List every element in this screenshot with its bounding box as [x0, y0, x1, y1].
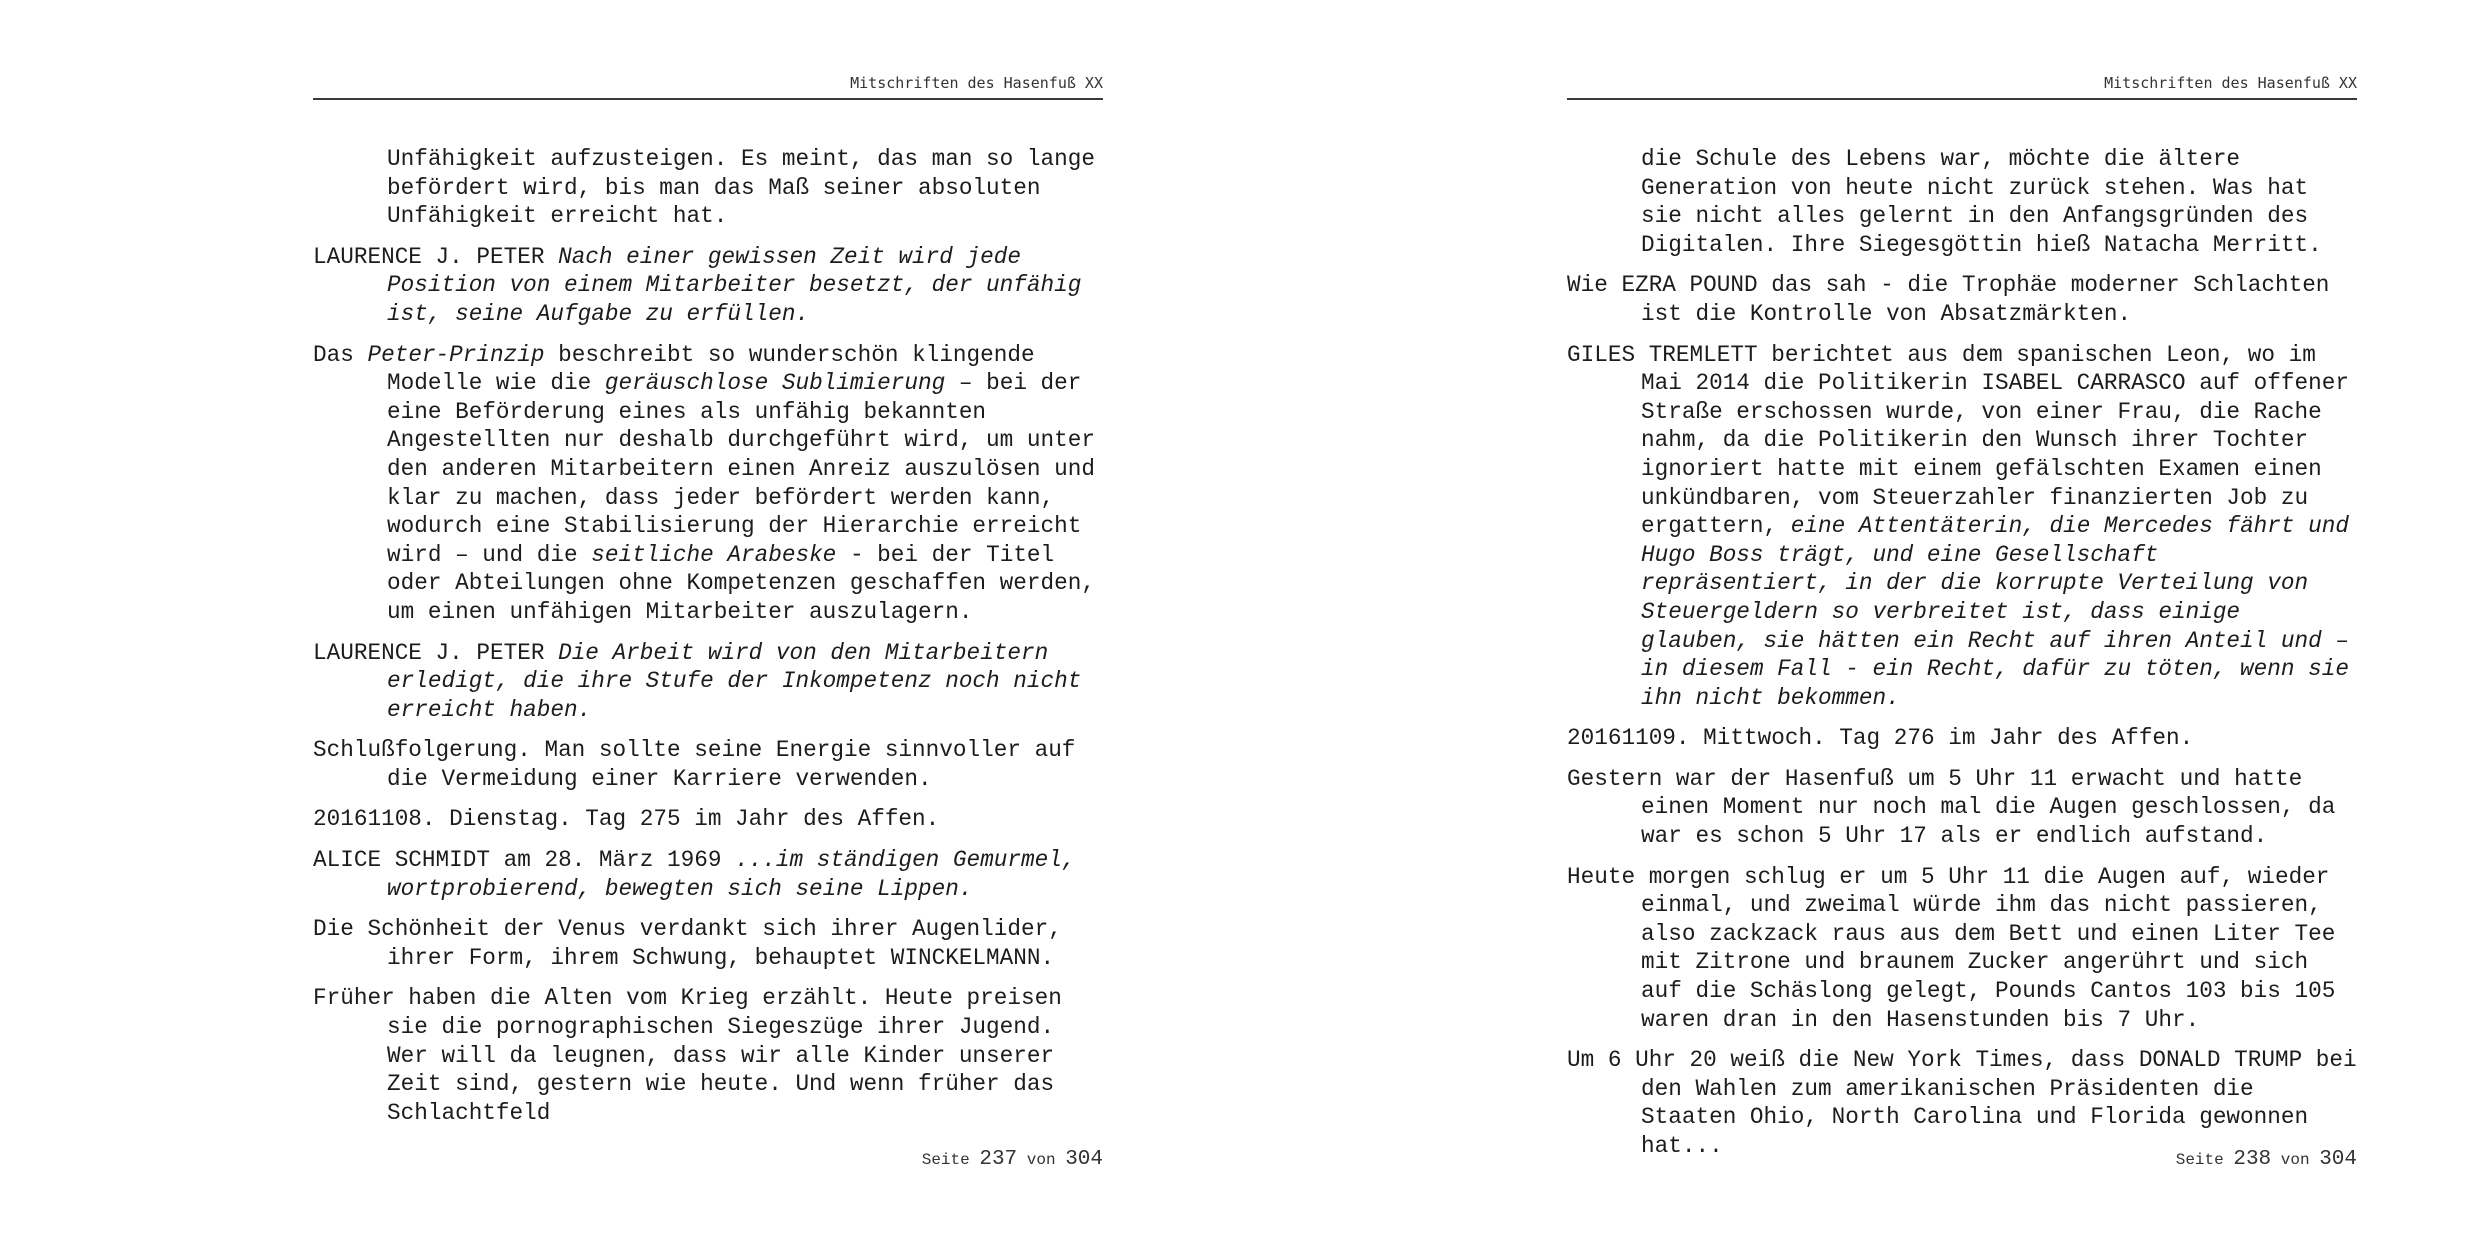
paragraph: [313, 984, 1103, 1127]
paragraph-text: die Schule des Lebens war, möchte die ältere Generation von heute nicht zurück stehen. Was hat sie nicht alles gelernt in den Anfangsgründen des Digitalen. Ihre Siegesgöttin hieß Natacha Merritt.: [1641, 146, 2322, 258]
author-name: ALICE SCHMIDT am 28. März 1969: [313, 847, 722, 874]
text-span: GILES TREMLETT berichtet aus dem spanischen Leon, wo im Mai 2014 die Politikerin ISABEL CARRASCO auf offener Straße erschossen wurde, von einer Frau, die Rache nahm, da die Politikerin den Wunsch ihrer Tochter ignoriert hatte mit einem gefälschten Examen einen unkündbaren, vom Steuerzahler finanzierten Job zu ergattern,: [1567, 341, 2349, 540]
text-span: beschreibt so wunderschön klingende Modelle wie die: [387, 341, 1035, 397]
page-number: 237: [979, 1148, 1018, 1171]
paragraph-text: 20161109. Mittwoch. Tag 276 im Jahr des Affen.: [1567, 725, 2194, 752]
quote-paragraph: [313, 846, 1103, 903]
paragraph-text: Gestern war der Hasenfuß um 5 Uhr 11 erwacht und hatte einen Moment nur noch mal die Augen geschlossen, da war es schon 5 Uhr 17 als er endlich aufstand.: [1567, 765, 2336, 850]
emphasis-text: geräuschlose Sublimierung: [604, 370, 946, 397]
paragraph-text: Schlußfolgerung. Man sollte seine Energie sinnvoller auf die Vermeidung einer Karriere verwenden.: [313, 737, 1076, 792]
diary-date: [313, 805, 1103, 834]
paragraph: [1567, 341, 2357, 713]
page-body: [313, 145, 1103, 1139]
paragraph-text: Um 6 Uhr 20 weiß die New York Times, dass DONALD TRUMP bei den Wahlen zum amerikanischen Präsidenten die Staaten Ohio, North Carolina und Florida gewonnen hat...: [1567, 1047, 2357, 1159]
page-number: 238: [2233, 1148, 2272, 1171]
paragraph-text: Unfähigkeit aufzusteigen. Es meint, das man so lange befördert wird, bis man das Maß seiner absoluten Unfähigkeit erreicht hat.: [387, 146, 1095, 230]
footer-von: von: [1026, 1151, 1056, 1169]
quote-text: ...im ständigen Gemurmel, wortprobierend, bewegten sich seine Lippen.: [387, 847, 1076, 902]
paragraph-text: 20161108. Dienstag. Tag 275 im Jahr des Affen.: [313, 806, 940, 833]
paragraph: [1567, 863, 2357, 1035]
quote-text: eine Attentäterin, die Mercedes fährt und Hugo Boss trägt, und eine Gesellschaft repräsentiert, in der die korrupte Verteilung von Steuergeldern so verbreitet ist, dass einige glauben, sie hätten ein Recht auf ihren Anteil und – in diesem Fall - ein Recht, dafür zu töten, wenn sie ihn nicht bekommen.: [1641, 513, 2349, 711]
author-name: LAURENCE J. PETER: [313, 639, 545, 666]
running-head: Mitschriften des Hasenfuß XX: [850, 74, 1103, 92]
text-span: – bei der eine Beförderung eines als unfähig bekannten Angestellten nur deshalb durchgeführt wird, um unter den anderen Mitarbeitern einen Anreiz auszulösen und klar zu machen, dass jeder befördert werden kann, wodurch eine Stabilisierung der Hierarchie erreicht wird – und die: [387, 370, 1095, 568]
author-name: LAURENCE J. PETER: [313, 243, 545, 270]
paragraph: [313, 341, 1103, 627]
emphasis-text: Peter-Prinzip: [367, 341, 545, 368]
text-span: Das: [313, 341, 354, 368]
quote-paragraph: [313, 243, 1103, 329]
paragraph: [1567, 145, 2357, 259]
footer-seite: Seite: [921, 1151, 970, 1169]
paragraph: [313, 736, 1103, 793]
quote-text: Die Arbeit wird von den Mitarbeitern erledigt, die ihre Stufe der Inkompetenz noch nicht erreicht haben.: [387, 639, 1082, 723]
paragraph-text: Die Schönheit der Venus verdankt sich ihrer Augenlider, ihrer Form, ihrem Schwung, behauptet WINCKELMANN.: [313, 916, 1062, 971]
text-span: - bei der Titel oder Abteilungen ohne Kompetenzen geschaffen werden, um einen unfähigen Mitarbeiter auszulagern.: [387, 541, 1095, 625]
quote-paragraph: [313, 639, 1103, 725]
page-footer: [922, 1148, 1103, 1171]
header-rule: [313, 98, 1103, 100]
paragraph: [313, 145, 1103, 231]
footer-seite: Seite: [2175, 1151, 2224, 1169]
running-head: Mitschriften des Hasenfuß XX: [2104, 74, 2357, 92]
paragraph: [313, 915, 1103, 972]
paragraph: [1567, 271, 2357, 328]
paragraph: [1567, 1046, 2357, 1160]
page-body: [1567, 145, 2357, 1173]
emphasis-text: seitliche Arabeske: [591, 541, 837, 568]
page-total: 304: [1065, 1148, 1103, 1171]
page-footer: [2176, 1148, 2357, 1171]
left-page: [313, 0, 1103, 1240]
paragraph-text: Wie EZRA POUND das sah - die Trophäe moderner Schlachten ist die Kontrolle von Absatzmärkten.: [1567, 272, 2330, 327]
page-total: 304: [2319, 1148, 2357, 1171]
paragraph: [1567, 765, 2357, 851]
paragraph-text: Früher haben die Alten vom Krieg erzählt. Heute preisen sie die pornographischen Siegeszüge ihrer Jugend. Wer will da leugnen, dass wir alle Kinder unserer Zeit sind, gestern wie heute. Und wenn früher das Schlachtfeld: [313, 985, 1062, 1126]
footer-von: von: [2280, 1151, 2310, 1169]
paragraph-text: Heute morgen schlug er um 5 Uhr 11 die Augen auf, wieder einmal, und zweimal würde ihm das nicht passieren, also zackzack raus aus dem Bett und einen Liter Tee mit Zitrone und braunem Zucker angerührt und sich auf die Schäslong gelegt, Pounds Cantos 103 bis 105 waren dran in den Hasenstunden bis 7 Uhr.: [1567, 863, 2336, 1033]
header-rule: [1567, 98, 2357, 100]
diary-date: [1567, 724, 2357, 753]
quote-text: Nach einer gewissen Zeit wird jede Position von einem Mitarbeiter besetzt, der unfähig ist, seine Aufgabe zu erfüllen.: [387, 243, 1082, 327]
right-page: [1567, 0, 2357, 1240]
